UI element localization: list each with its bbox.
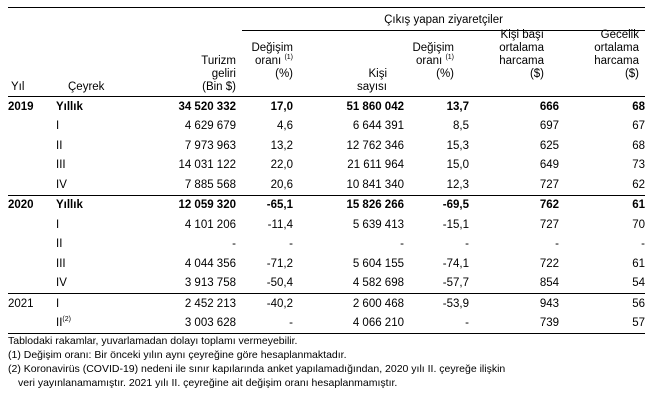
cell-per-capita xyxy=(469,97,559,117)
cell-revenue-change-text: -40,2 xyxy=(266,297,293,310)
table-row xyxy=(8,274,645,294)
cell-year-text: 2021 xyxy=(8,297,34,310)
table-row xyxy=(8,156,645,176)
cell-visitors-change-text: - xyxy=(465,238,469,251)
cell-revenue-text: 7 885 568 xyxy=(184,178,236,191)
cell-revenue-change xyxy=(236,195,293,215)
cell-per-night-text: 68 xyxy=(632,100,645,113)
cell-quarter-text: III xyxy=(56,159,66,172)
cell-per-capita xyxy=(469,274,559,294)
cell-visitors xyxy=(293,117,404,137)
cell-visitors-change xyxy=(404,274,469,294)
cell-visitors-text: 10 841 340 xyxy=(346,178,404,191)
cell-revenue-change-text: 4,6 xyxy=(277,120,293,133)
cell-visitors-change xyxy=(404,117,469,137)
data-table-body xyxy=(8,97,645,333)
header-visitors-l2: sayısı xyxy=(356,81,387,93)
cell-revenue-change xyxy=(236,254,293,274)
cell-quarter-text: III xyxy=(56,257,66,270)
cell-visitors-text: 5 604 155 xyxy=(352,257,404,270)
cell-revenue xyxy=(116,117,236,137)
cell-quarter xyxy=(56,175,116,195)
footnote-marker-1b: (1) xyxy=(445,54,454,62)
cell-revenue-text: 12 059 320 xyxy=(178,199,236,212)
footnote-1: (1) Değişim oranı: Bir önceki yılın aynı çeyreğine göre hesaplanmaktadır. xyxy=(8,349,347,361)
cell-per-night xyxy=(559,117,645,137)
cell-per-capita-text: 649 xyxy=(539,159,559,172)
header-visitors xyxy=(330,68,387,94)
table-row xyxy=(8,294,645,314)
header-per-night-l1: Gecelik xyxy=(600,29,639,41)
cell-per-night xyxy=(559,175,645,195)
cell-per-night-text: 56 xyxy=(632,297,645,310)
group-header: Çıkış yapan ziyaretçiler xyxy=(384,14,503,26)
cell-quarter-text: II xyxy=(56,317,63,330)
cell-per-capita xyxy=(469,136,559,156)
footnotes xyxy=(8,334,645,390)
cell-per-night-text: 67 xyxy=(632,120,645,133)
cell-quarter-text: I xyxy=(56,120,60,133)
cell-per-night xyxy=(559,136,645,156)
header-visitors-change xyxy=(385,42,454,81)
cell-revenue-text: 4 629 679 xyxy=(184,120,236,133)
table-row xyxy=(8,195,645,215)
cell-revenue xyxy=(116,254,236,274)
header-revenue-change-l3: (%) xyxy=(275,68,293,80)
cell-per-night-text: 54 xyxy=(632,277,645,290)
header-revenue-l3: (Bin $) xyxy=(202,81,236,93)
cell-revenue-text: 2 452 213 xyxy=(184,297,236,310)
cell-quarter xyxy=(56,195,116,215)
header-revenue-change xyxy=(228,42,293,81)
cell-per-capita-text: - xyxy=(555,238,559,251)
header-year: Yıl xyxy=(11,81,25,93)
cell-quarter xyxy=(56,274,116,294)
header-per-night xyxy=(560,29,639,81)
cell-visitors-change-text: -15,1 xyxy=(442,218,469,231)
cell-quarter xyxy=(56,136,116,156)
header-per-capita xyxy=(470,29,544,81)
footnote-rounding: Tablodaki rakamlar, yuvarlamadan dolayı toplamı vermeyebilir. xyxy=(8,335,298,347)
cell-quarter xyxy=(56,294,116,314)
cell-revenue-change xyxy=(236,314,293,334)
cell-visitors xyxy=(293,235,404,255)
cell-year xyxy=(8,117,56,137)
cell-year-text: 2019 xyxy=(8,100,34,113)
cell-revenue-change xyxy=(236,117,293,137)
cell-per-capita-text: 697 xyxy=(539,120,559,133)
cell-per-night xyxy=(559,235,645,255)
cell-per-night-text: 57 xyxy=(632,317,645,330)
table-row xyxy=(8,136,645,156)
cell-per-night xyxy=(559,156,645,176)
cell-quarter-text: II xyxy=(56,238,63,251)
data-table xyxy=(8,97,645,333)
header-revenue-l2: geliri xyxy=(211,68,236,80)
cell-revenue-text: 34 520 332 xyxy=(178,100,236,113)
cell-year xyxy=(8,156,56,176)
cell-per-night-text: - xyxy=(641,238,645,251)
cell-quarter xyxy=(56,235,116,255)
cell-visitors-change-text: 15,0 xyxy=(446,159,469,172)
footnote-marker-1: (1) xyxy=(284,54,293,62)
header-revenue-change-l2: oranı $^{(1)}$ xyxy=(255,54,293,67)
cell-per-night-text: 61 xyxy=(632,257,645,270)
cell-per-night xyxy=(559,314,645,334)
cell-visitors-change xyxy=(404,156,469,176)
cell-year xyxy=(8,254,56,274)
cell-visitors-text: 6 644 391 xyxy=(352,120,404,133)
header-visitors-change-l1: Değişim xyxy=(412,42,454,54)
cell-visitors-change xyxy=(404,254,469,274)
cell-visitors xyxy=(293,314,404,334)
header-revenue-change-l1: Değişim xyxy=(251,42,293,54)
cell-revenue xyxy=(116,235,236,255)
cell-per-night-text: 62 xyxy=(632,178,645,191)
cell-revenue-change xyxy=(236,97,293,117)
cell-quarter-text: Yıllık xyxy=(56,100,83,113)
cell-visitors-change-text: 12,3 xyxy=(446,178,469,191)
cell-visitors-change-text: 8,5 xyxy=(453,120,469,133)
footnote-2-cont: veri yayınlanamamıştır. 2021 yılı II. çeyreğine ait değişim oranı hesaplanmamıştır. xyxy=(18,377,398,389)
cell-revenue-change-text: -65,1 xyxy=(266,199,293,212)
cell-quarter xyxy=(56,215,116,235)
cell-year xyxy=(8,235,56,255)
cell-visitors-change-text: -74,1 xyxy=(442,257,469,270)
cell-visitors xyxy=(293,136,404,156)
cell-visitors-change-text: -53,9 xyxy=(442,297,469,310)
header-per-capita-l1: Kişi başı xyxy=(500,29,544,41)
cell-visitors-change-text: -57,7 xyxy=(442,277,469,290)
header-visitors-l1: Kişi xyxy=(368,68,387,80)
cell-per-capita-text: 739 xyxy=(539,317,559,330)
cell-visitors xyxy=(293,195,404,215)
cell-year xyxy=(8,314,56,334)
cell-revenue-change-text: 20,6 xyxy=(270,178,293,191)
cell-revenue xyxy=(116,195,236,215)
cell-per-night xyxy=(559,274,645,294)
header-per-capita-l4: ($) xyxy=(529,68,544,80)
top-rule xyxy=(8,7,645,8)
cell-quarter-text: Yıllık xyxy=(56,199,83,212)
cell-revenue-change xyxy=(236,235,293,255)
cell-per-capita-text: 854 xyxy=(539,277,559,290)
cell-revenue xyxy=(116,175,236,195)
cell-visitors-change xyxy=(404,314,469,334)
cell-per-night xyxy=(559,215,645,235)
cell-per-capita xyxy=(469,175,559,195)
cell-per-capita xyxy=(469,254,559,274)
cell-quarter xyxy=(56,254,116,274)
cell-revenue-change xyxy=(236,274,293,294)
cell-revenue-change-text: 13,2 xyxy=(270,139,293,152)
cell-per-capita xyxy=(469,314,559,334)
cell-per-capita xyxy=(469,195,559,215)
cell-per-night xyxy=(559,97,645,117)
table-row xyxy=(8,235,645,255)
cell-revenue xyxy=(116,156,236,176)
cell-visitors xyxy=(293,254,404,274)
table-row xyxy=(8,215,645,235)
cell-revenue-change-text: -11,4 xyxy=(267,218,293,231)
cell-per-night xyxy=(559,254,645,274)
cell-visitors-text: 12 762 346 xyxy=(346,139,404,152)
header-per-night-l3: harcama xyxy=(594,55,639,67)
cell-year xyxy=(8,195,56,215)
cell-per-night xyxy=(559,294,645,314)
cell-visitors-change-text: 15,3 xyxy=(446,139,469,152)
cell-quarter xyxy=(56,156,116,176)
cell-per-night-text: 73 xyxy=(632,159,645,172)
cell-revenue-change xyxy=(236,136,293,156)
cell-visitors-change xyxy=(404,97,469,117)
cell-visitors-text: 4 582 698 xyxy=(352,277,404,290)
cell-revenue-text: 7 973 963 xyxy=(184,139,236,152)
header-quarter: Çeyrek xyxy=(68,81,105,93)
cell-revenue xyxy=(116,314,236,334)
cell-per-capita xyxy=(469,235,559,255)
header-per-capita-l2: ortalama xyxy=(499,42,544,54)
cell-quarter-text: I xyxy=(56,218,60,231)
header-revenue-l1: Turizm xyxy=(201,55,236,67)
cell-revenue-change-text: - xyxy=(289,317,293,330)
cell-visitors xyxy=(293,97,404,117)
footnote-marker-2: (2) xyxy=(62,316,71,324)
cell-visitors-change xyxy=(404,235,469,255)
cell-visitors-change xyxy=(404,294,469,314)
cell-revenue-change xyxy=(236,215,293,235)
footnote-2: (2) Koronavirüs (COVID-19) nedeni ile sınır kapılarında anket yapılamadığından, 2020 yılı II. çeyreğe ilişkin xyxy=(8,363,506,375)
cell-visitors xyxy=(293,156,404,176)
cell-visitors-text: 4 066 210 xyxy=(352,317,404,330)
cell-visitors-text: 5 639 413 xyxy=(352,218,404,231)
cell-year xyxy=(8,274,56,294)
cell-per-capita xyxy=(469,117,559,137)
cell-quarter xyxy=(56,97,116,117)
header-per-capita-l3: harcama xyxy=(499,55,544,67)
cell-year xyxy=(8,215,56,235)
cell-revenue-change-text: 22,0 xyxy=(270,159,293,172)
cell-quarter xyxy=(56,117,116,137)
cell-per-night-text: 61 xyxy=(632,199,645,212)
cell-visitors-text: 51 860 042 xyxy=(346,100,404,113)
cell-visitors-change xyxy=(404,215,469,235)
header-visitors-change-l2: oranı $^{(1)}$ xyxy=(416,54,454,67)
cell-per-capita xyxy=(469,294,559,314)
cell-per-night-text: 70 xyxy=(632,218,645,231)
cell-revenue-text: 14 031 122 xyxy=(178,159,236,172)
cell-year xyxy=(8,136,56,156)
cell-revenue-change-text: -71,2 xyxy=(266,257,293,270)
cell-visitors xyxy=(293,215,404,235)
cell-revenue-text: 4 044 356 xyxy=(184,257,236,270)
cell-revenue-text: 3 913 758 xyxy=(184,277,236,290)
cell-revenue-change xyxy=(236,156,293,176)
cell-revenue-change-text: 17,0 xyxy=(270,100,293,113)
cell-visitors-change xyxy=(404,175,469,195)
cell-revenue-text: 4 101 206 xyxy=(184,218,236,231)
cell-visitors xyxy=(293,175,404,195)
cell-revenue-change xyxy=(236,294,293,314)
header-per-night-l4: ($) xyxy=(624,68,639,80)
cell-visitors-text: 21 611 964 xyxy=(347,159,404,172)
cell-per-night xyxy=(559,195,645,215)
cell-visitors-change-text: 13,7 xyxy=(446,100,469,113)
cell-revenue-change-text: - xyxy=(289,238,293,251)
header-per-night-l2: ortalama xyxy=(594,42,639,54)
table-row xyxy=(8,175,645,195)
cell-revenue xyxy=(116,136,236,156)
cell-visitors-text: 15 826 266 xyxy=(346,199,404,212)
cell-per-capita-text: 722 xyxy=(539,257,559,270)
cell-visitors xyxy=(293,294,404,314)
cell-visitors-text: - xyxy=(400,238,404,251)
cell-per-capita-text: 666 xyxy=(539,100,559,113)
header-revenue xyxy=(160,55,236,94)
cell-per-night-text: 68 xyxy=(632,139,645,152)
cell-per-capita-text: 943 xyxy=(539,297,559,310)
cell-visitors-change-text: - xyxy=(465,317,469,330)
cell-revenue-change-text: -50,4 xyxy=(266,277,293,290)
table-row xyxy=(8,117,645,137)
cell-revenue-text: - xyxy=(232,238,236,251)
cell-per-capita xyxy=(469,215,559,235)
cell-quarter-text: I xyxy=(56,297,60,310)
cell-visitors-change-text: -69,5 xyxy=(442,199,469,212)
cell-per-capita-text: 727 xyxy=(539,178,559,191)
cell-year xyxy=(8,175,56,195)
cell-revenue xyxy=(116,215,236,235)
cell-visitors-text: 2 600 468 xyxy=(352,297,404,310)
cell-per-capita-text: 762 xyxy=(539,199,559,212)
cell-quarter-text: IV xyxy=(56,277,67,290)
cell-quarter xyxy=(56,314,116,334)
cell-revenue xyxy=(116,274,236,294)
cell-per-capita xyxy=(469,156,559,176)
cell-revenue-text: 3 003 628 xyxy=(184,317,236,330)
cell-visitors-change xyxy=(404,195,469,215)
cell-visitors-change xyxy=(404,136,469,156)
cell-revenue-change xyxy=(236,175,293,195)
header-visitors-change-l3: (%) xyxy=(436,68,454,80)
cell-year xyxy=(8,294,56,314)
cell-visitors xyxy=(293,274,404,294)
cell-quarter-text: II xyxy=(56,139,63,152)
cell-per-capita-text: 727 xyxy=(539,218,559,231)
cell-year xyxy=(8,97,56,117)
cell-quarter-text: IV xyxy=(56,178,67,191)
cell-per-capita-text: 625 xyxy=(539,139,559,152)
cell-revenue xyxy=(116,294,236,314)
table-row xyxy=(8,314,645,334)
table-row xyxy=(8,254,645,274)
table-row xyxy=(8,97,645,117)
cell-year-text: 2020 xyxy=(8,199,34,212)
cell-revenue xyxy=(116,97,236,117)
